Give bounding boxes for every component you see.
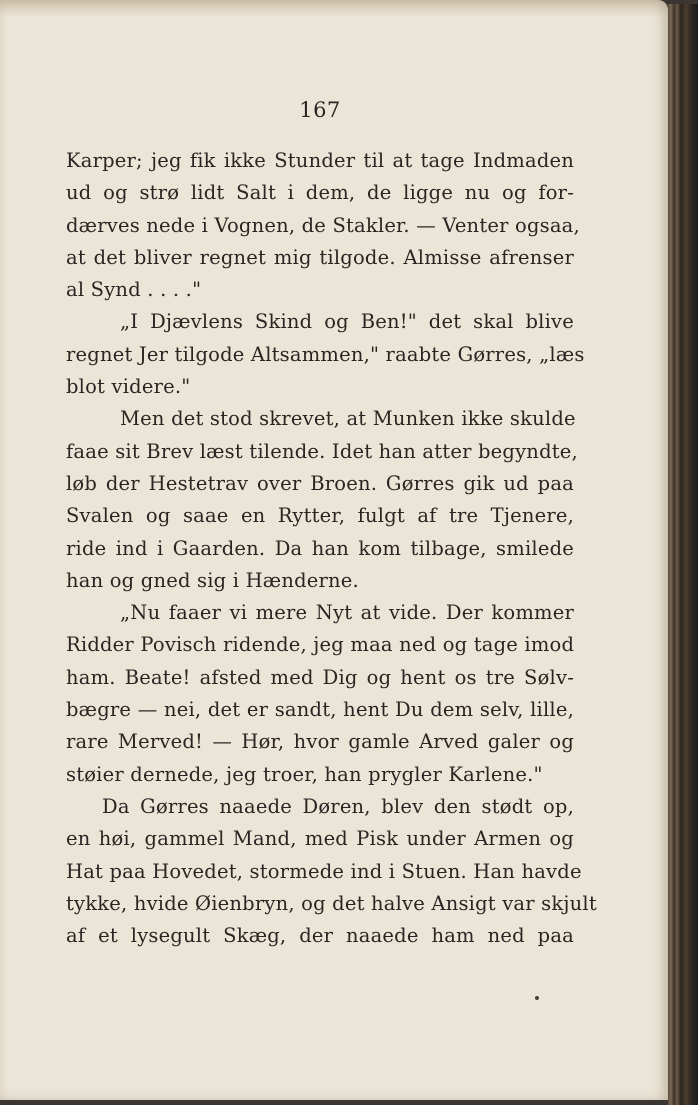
text-line: „I Djævlens Skind og Ben!" det skal blive [120, 310, 574, 334]
text-line: Da Gørres naaede Døren, blev den stødt op, [102, 794, 574, 818]
text-line: ud og strø lidt Salt i dem, de ligge nu og for- [66, 181, 574, 205]
body-text [66, 145, 597, 952]
text-line: rare Merved! — Hør, hvor gamle Arved galer og [66, 730, 574, 754]
text-line: Men det stod skrevet, at Munken ikke skulde [120, 407, 576, 431]
text-line: Svalen og saae en Rytter, fulgt af tre Tjenere, [66, 504, 574, 528]
text-line: „Nu faaer vi mere Nyt at vide. Der kommer [120, 601, 574, 625]
page-number: 167 [299, 98, 341, 122]
page-stain [0, 0, 668, 18]
text-line: tykke, hvide Øienbryn, og det halve Ansigt var skjult [66, 891, 597, 915]
text-line: faae sit Brev læst tilende. Idet han atter begyndte, [66, 439, 578, 463]
text-line: al Synd . . . ." [66, 278, 202, 302]
text-line: ride ind i Gaarden. Da han kom tilbage, smilede [66, 536, 574, 560]
text-line: han og gned sig i Hænderne. [66, 568, 359, 592]
text-line: blot videre." [66, 375, 191, 399]
text-line: regnet Jer tilgode Altsammen," raabte Gørres, „læs [66, 342, 585, 366]
text-line: at det bliver regnet mig tilgode. Almisse afrenser [66, 245, 574, 269]
text-line: Hat paa Hovedet, stormede ind i Stuen. Han havde [66, 859, 582, 883]
ink-speck [535, 996, 539, 1000]
text-line: dærves nede i Vognen, de Stakler. — Venter ogsaa, [66, 213, 580, 237]
text-line: en høi, gammel Mand, med Pisk under Armen og [66, 827, 574, 851]
text-line: ham. Beate! afsted med Dig og hent os tre Sølv- [66, 665, 574, 689]
text-line: støier dernede, jeg troer, han prygler Karlene." [66, 762, 543, 786]
text-line: Ridder Povisch ridende, jeg maa ned og tage imod [66, 633, 575, 657]
text-line: løb der Hestetrav over Broen. Gørres gik ud paa [66, 471, 574, 495]
text-line: Karper; jeg fik ikke Stunder til at tage Indmaden [66, 149, 574, 172]
text-line: bægre — nei, det er sandt, hent Du dem selv, lille, [66, 698, 574, 722]
text-line: af et lysegult Skæg, der naaede ham ned paa [66, 924, 574, 948]
book-page-edges [668, 4, 698, 1105]
